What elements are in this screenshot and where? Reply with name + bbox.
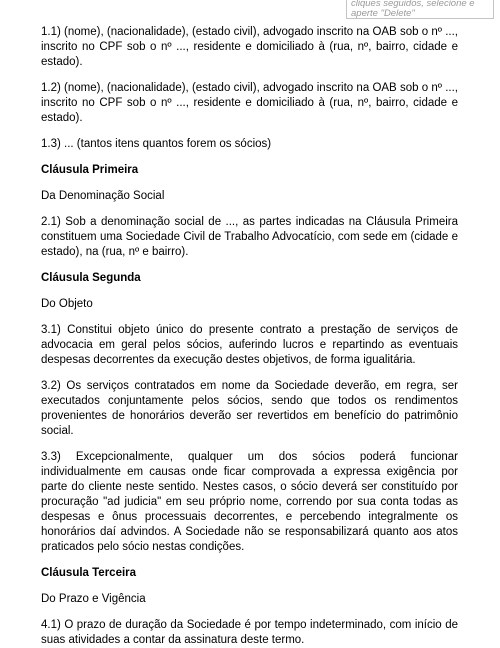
paragraph-2-1: 2.1) Sob a denominação social de ..., as partes indicadas na Cláusula Primeira constituem uma Sociedade Civil de Trabalho Advocatício, com sede em (cidade e estado), na (rua, nº e bairro).	[41, 216, 458, 258]
clause-3-title: Cláusula Terceira	[41, 567, 137, 579]
paragraph-3-1: 3.1) Constitui objeto único do presente contrato a prestação de serviços de advocacia em geral pelos sócios, auferindo lucros e repartindo as eventuais despesas decorrentes da execução destes objetivos, de forma igualitária.	[41, 324, 458, 366]
instruction-hint-box	[346, 0, 494, 19]
paragraph-3-3: 3.3) Excepcionalmente, qualquer um dos sócios poderá funcionar individualmente em causas onde ficar comprovada a expressa exigência por parte do cliente neste sentido. Nestes casos, o sócio deverá ser constituído por procuração "ad judicia" em seu próprio nome, correndo por sua conta todas as despesas e ônus processuais decorrentes, e percebendo integralmente os honorários daí advindos. A Sociedade não se responsabilizará quanto aos atos praticados pelo sócio nestas condições.	[41, 451, 458, 553]
hint-line-1: cliques seguidos, selecione e	[351, 0, 475, 9]
clause-3-subtitle: Do Prazo e Vigência	[41, 593, 146, 605]
clause-2-subtitle: Do Objeto	[41, 298, 93, 310]
clause-1-title: Cláusula Primeira	[41, 164, 139, 176]
paragraph-3-2: 3.2) Os serviços contratados em nome da Sociedade deverão, em regra, ser executados conjuntamente pelos sócios, sendo que todos os rendimentos provenientes de honorários deverão ser revertidos em benefício do patrimônio social.	[41, 380, 458, 437]
paragraph-4-1: 4.1) O prazo de duração da Sociedade é por tempo indeterminado, com início de suas atividades a contar da assinatura deste termo.	[41, 619, 458, 646]
clause-1-subtitle: Da Denominação Social	[41, 190, 165, 202]
paragraph-1-1: 1.1) (nome), (nacionalidade), (estado civil), advogado inscrito na OAB sob o nº ..., inscrito no CPF sob o nº ..., residente e domiciliado à (rua, nº, bairro, cidade e estado).	[41, 26, 458, 68]
hint-line-2: aperte "Delete"	[351, 8, 415, 19]
contract-document	[41, 25, 458, 648]
paragraph-1-2: 1.2) (nome), (nacionalidade), (estado civil), advogado inscrito na OAB sob o nº ..., inscrito no CPF sob o nº ..., residente e domiciliado à (rua, nº, bairro, cidade e estado).	[41, 82, 458, 124]
clause-2-title: Cláusula Segunda	[41, 272, 141, 284]
paragraph-1-3: 1.3) ... (tantos itens quantos forem os sócios)	[41, 138, 272, 150]
